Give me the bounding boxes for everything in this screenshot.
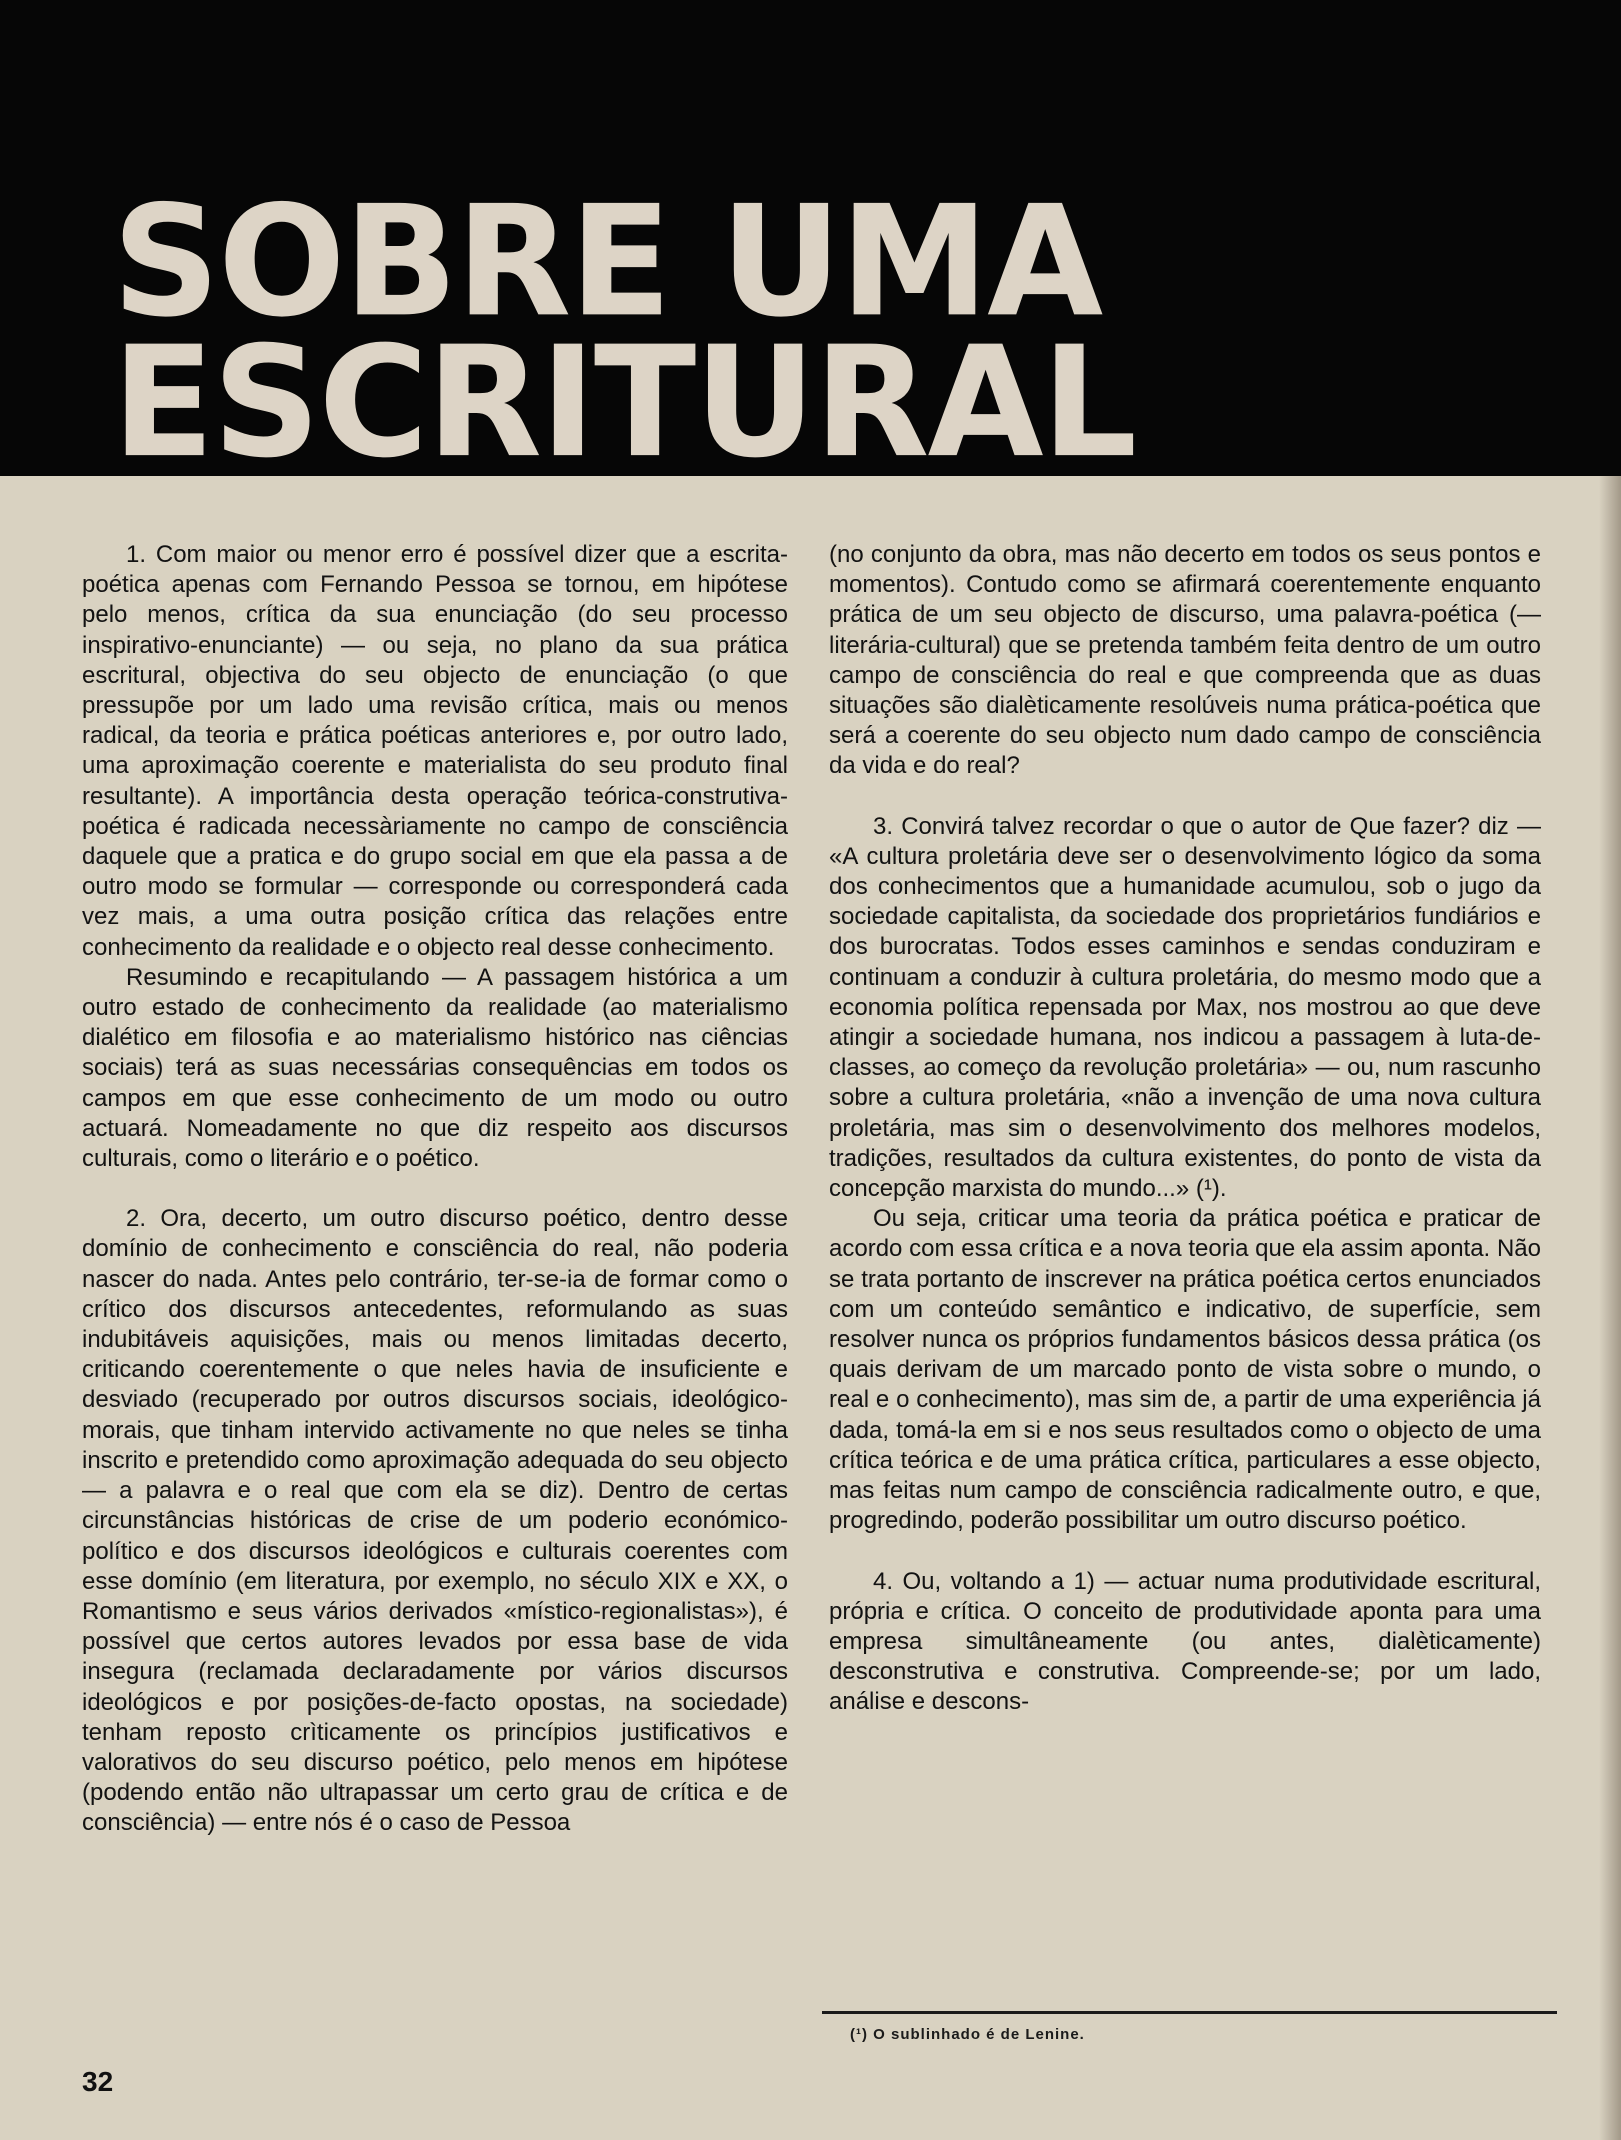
- paragraph-2: 2. Ora, decerto, um outro discurso poético, dentro desse domínio de conhecimento e consciência do real, não poderia nascer do nada. Antes pelo contrário, ter-se-ia de formar como o crítico dos discursos antecedentes, reformulando as suas indubitáveis aquisições, mais ou menos limitadas decerto, criticando coerentemente o que neles havia de insuficiente e desviado (recuperado por outros discursos sociais, ideológico-morais, que tinham intervido activamente no que neles se tinha inscrito e pretendido como aproximação adequada do seu objecto — a palavra e o real que com ela se diz). Dentro de certas circunstâncias históricas de crise de um poderio económico-político e dos discursos ideológicos e culturais coerentes com esse domínio (em literatura, por exemplo, no século XIX e XX, o Romantismo e seus vários derivados «místico-regionalistas»), é possível que certos autores levados por essa base de vida insegura (reclamada declaradamente por vários discursos ideológicos e por posições-de-facto opostas, na sociedade) tenham reposto crìticamente os princípios justificativos e valorativos do seu discurso poético, pelo menos em hipótese (podendo então não ultrapassar um certo grau de crítica e de consciência) — entre nós é o caso de Pessoa: [82, 1205, 788, 1837]
- paragraph-1: 1. Com maior ou menor erro é possível dizer que a escrita-poética apenas com Fernando Pessoa se tornou, em hipótese pelo menos, crítica da sua enunciação (do seu processo inspirativo-enunciante) — ou seja, no plano da sua prática escritural, objectiva do seu objecto de enunciação (o que pressupõe por um lado uma revisão crítica, mais ou menos radical, da teoria e prática poéticas anteriores e, por outro lado, uma aproximação coerente e materialista do seu produto final resultante). A importância desta operação teórica-construtiva-poética é radicada necessàriamente no campo de consciência daquele que a pratica e do grupo social em que ela passa a de outro modo se formular — corresponde ou corresponderá cada vez mais, a uma outra posição crítica das relações entre conhecimento da realidade e o objecto real desse conhecimento.: [82, 541, 788, 961]
- page-number: 32: [82, 2066, 114, 2097]
- title-line-2: ESCRITURAL: [112, 314, 1136, 476]
- page-edge-shadow: [1599, 476, 1621, 2140]
- footnote-divider: [822, 2011, 1557, 2014]
- title-line-1: SOBRE UMA: [112, 173, 1102, 352]
- article-column-right: [829, 540, 1541, 1718]
- paragraph-4: 4. Ou, voltando a 1) — actuar numa produtividade escritural, própria e crítica. O conceito de produtividade aponta para uma empresa simultâneamente (ou antes, dialèticamente) desconstrutiva e construtiva. Compreende-se; por um lado, análise e descons-: [829, 1567, 1541, 1716]
- paragraph-3: 3. Convirá talvez recordar o que o autor de Que fazer? diz — «A cultura proletária deve ser o desenvolvimento lógico da soma dos conhecimentos que a humanidade acumulou, sob o jugo da sociedade capitalista, da sociedade dos proprietários fundiários e dos burocratas. Todos esses caminhos e sendas conduziram e continuam a conduzir à cultura proletária, do mesmo modo que a economia política repensada por Max, nos mostrou ao que deve atingir a sociedade humana, nos indicou a passagem à luta-de-classes, ao começo da revolução proletária» — ou, num rascunho sobre a cultura proletária, «não a invenção de uma nova cultura proletária, mas sim o desenvolvimento dos melhores modelos, tradições, resultados da cultura existentes, do ponto de vista da concepção marxista do mundo...» (¹).: [829, 812, 1541, 1203]
- paragraph-3-followup: Ou seja, criticar uma teoria da prática poética e praticar de acordo com essa crítica e a nova teoria que ela assim aponta. Não se trata portanto de inscrever na prática poética certos enunciados com um conteúdo semântico e indicativo, de superfície, sem resolver nunca os próprios fundamentos básicos dessa prática (os quais derivam de um marcado ponto de vista sobre o mundo, o real e o conhecimento), mas sim de, a partir de uma experiência já dada, tomá-la em si e nos seus resultados como o objecto de uma crítica teórica e de uma prática crítica, particulares a esse objecto, mas feitas num campo de consciência radicalmente outro, e que, progredindo, poderão possibilitar um outro discurso poético.: [829, 1205, 1541, 1535]
- article-title: [112, 173, 1512, 476]
- article-column-left: [82, 540, 788, 1839]
- paragraph-2-continued: (no conjunto da obra, mas não decerto em todos os seus pontos e momentos). Contudo como se afirmará coerentemente enquanto prática de um seu objecto de discurso, uma palavra-poética (— literária-cultural) que se pretenda também feita dentro de um outro campo de consciência do real e que compreenda que as duas situações são dialèticamente resolúveis numa prática-poética que será a coerente do seu objecto num dado campo de consciência da vida e do real?: [829, 541, 1541, 780]
- title-banner: [0, 0, 1621, 476]
- footnote: (¹) O sublinhado é de Lenine.: [850, 2026, 1085, 2043]
- paragraph-recap: Resumindo e recapitulando — A passagem histórica a um outro estado de conhecimento da realidade (ao materialismo dialético em filosofia e ao materialismo histórico nas ciências sociais) terá as suas necessárias consequências em todos os campos em que esse conhecimento de um modo ou outro actuará. Nomeadamente no que diz respeito aos discursos culturais, como o literário e o poético.: [82, 963, 788, 1173]
